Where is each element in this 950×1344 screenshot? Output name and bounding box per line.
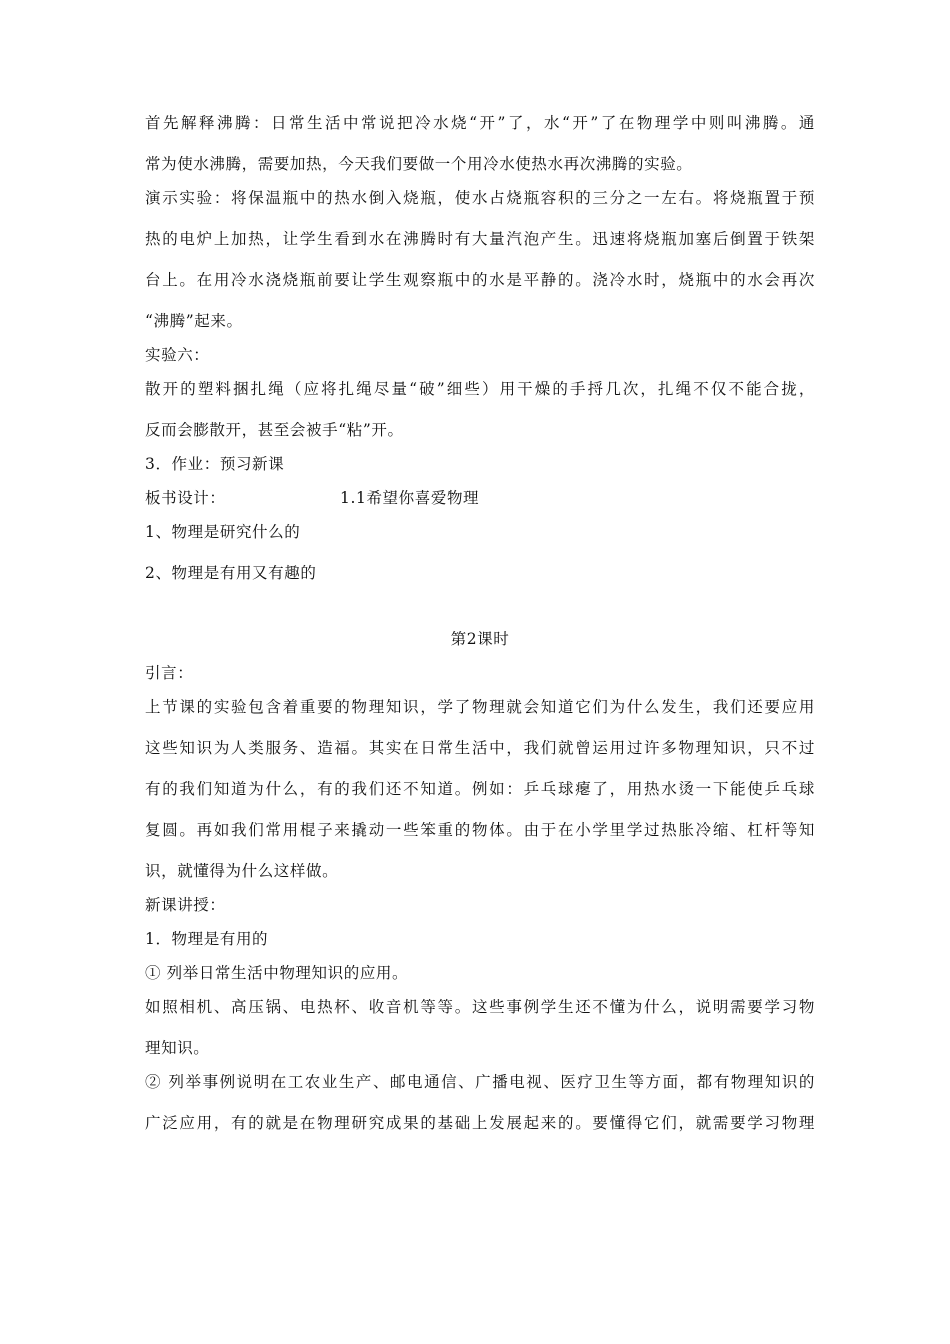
paragraph-line: 复圆。再如我们常用棍子来撬动一些笨重的物体。由于在小学里学过热胀冷缩、杠杆等知 [145,821,815,839]
paragraph-line: 首先解释沸腾：日常生活中常说把冷水烧“开”了，水“开”了在物理学中则叫沸腾。通 [145,114,815,132]
paragraph-line: 识，就懂得为什么这样做。 [145,862,339,880]
paragraph-line: 理知识。 [145,1039,210,1057]
paragraph-line: 广泛应用，有的就是在物理研究成果的基础上发展起来的。要懂得它们，就需要学习物理 [145,1114,815,1132]
homework-line: 3．作业：预习新课 [145,455,285,473]
board-design-row [145,487,815,509]
section-heading: 第2课时 [450,630,510,648]
paragraph-line: 这些知识为人类服务、造福。其实在日常生活中，我们就曾运用过许多物理知识，只不过 [145,739,815,757]
board-item: 2、物理是有用又有趣的 [145,564,317,582]
experiment-six-title: 实验六： [145,346,210,364]
board-design-label: 板书设计： [145,489,226,507]
point-heading: 1．物理是有用的 [145,930,269,948]
intro-title: 引言： [145,664,194,682]
paragraph-line: 如照相机、高压锅、电热杯、收音机等等。这些事例学生还不懂为什么，说明需要学习物 [145,998,815,1016]
paragraph-line: 热的电炉上加热，让学生看到水在沸腾时有大量汽泡产生。迅速将烧瓶加塞后倒置于铁架 [145,230,815,248]
paragraph-line: 散开的塑料捆扎绳（应将扎绳尽量“破”细些）用干燥的手捋几次，扎绳不仅不能合拢， [145,380,815,398]
list-item: ① 列举日常生活中物理知识的应用。 [145,964,409,982]
document-body [145,112,815,1134]
paragraph-line: 台上。在用冷水浇烧瓶前要让学生观察瓶中的水是平静的。浇冷水时，烧瓶中的水会再次 [145,271,815,289]
board-design-title: 1.1希望你喜爱物理 [340,489,480,507]
paragraph-line: “沸腾”起来。 [145,312,243,330]
paragraph-line: 反而会膨散开，甚至会被手“粘”开。 [145,421,404,439]
board-item: 1、物理是研究什么的 [145,523,301,541]
paragraph-line: 常为使水沸腾，需要加热，今天我们要做一个用冷水使热水再次沸腾的实验。 [145,155,693,173]
paragraph-line: 上节课的实验包含着重要的物理知识，学了物理就会知道它们为什么发生，我们还要应用 [145,698,815,716]
paragraph-line: 有的我们知道为什么，有的我们还不知道。例如：乒乓球瘪了，用热水烫一下能使乒乓球 [145,780,815,798]
paragraph-line: ② 列举事例说明在工农业生产、邮电通信、广播电视、医疗卫生等方面，都有物理知识的 [145,1073,815,1091]
new-lesson-title: 新课讲授： [145,896,226,914]
paragraph-line: 演示实验：将保温瓶中的热水倒入烧瓶，使水占烧瓶容积的三分之一左右。将烧瓶置于预 [145,189,815,207]
